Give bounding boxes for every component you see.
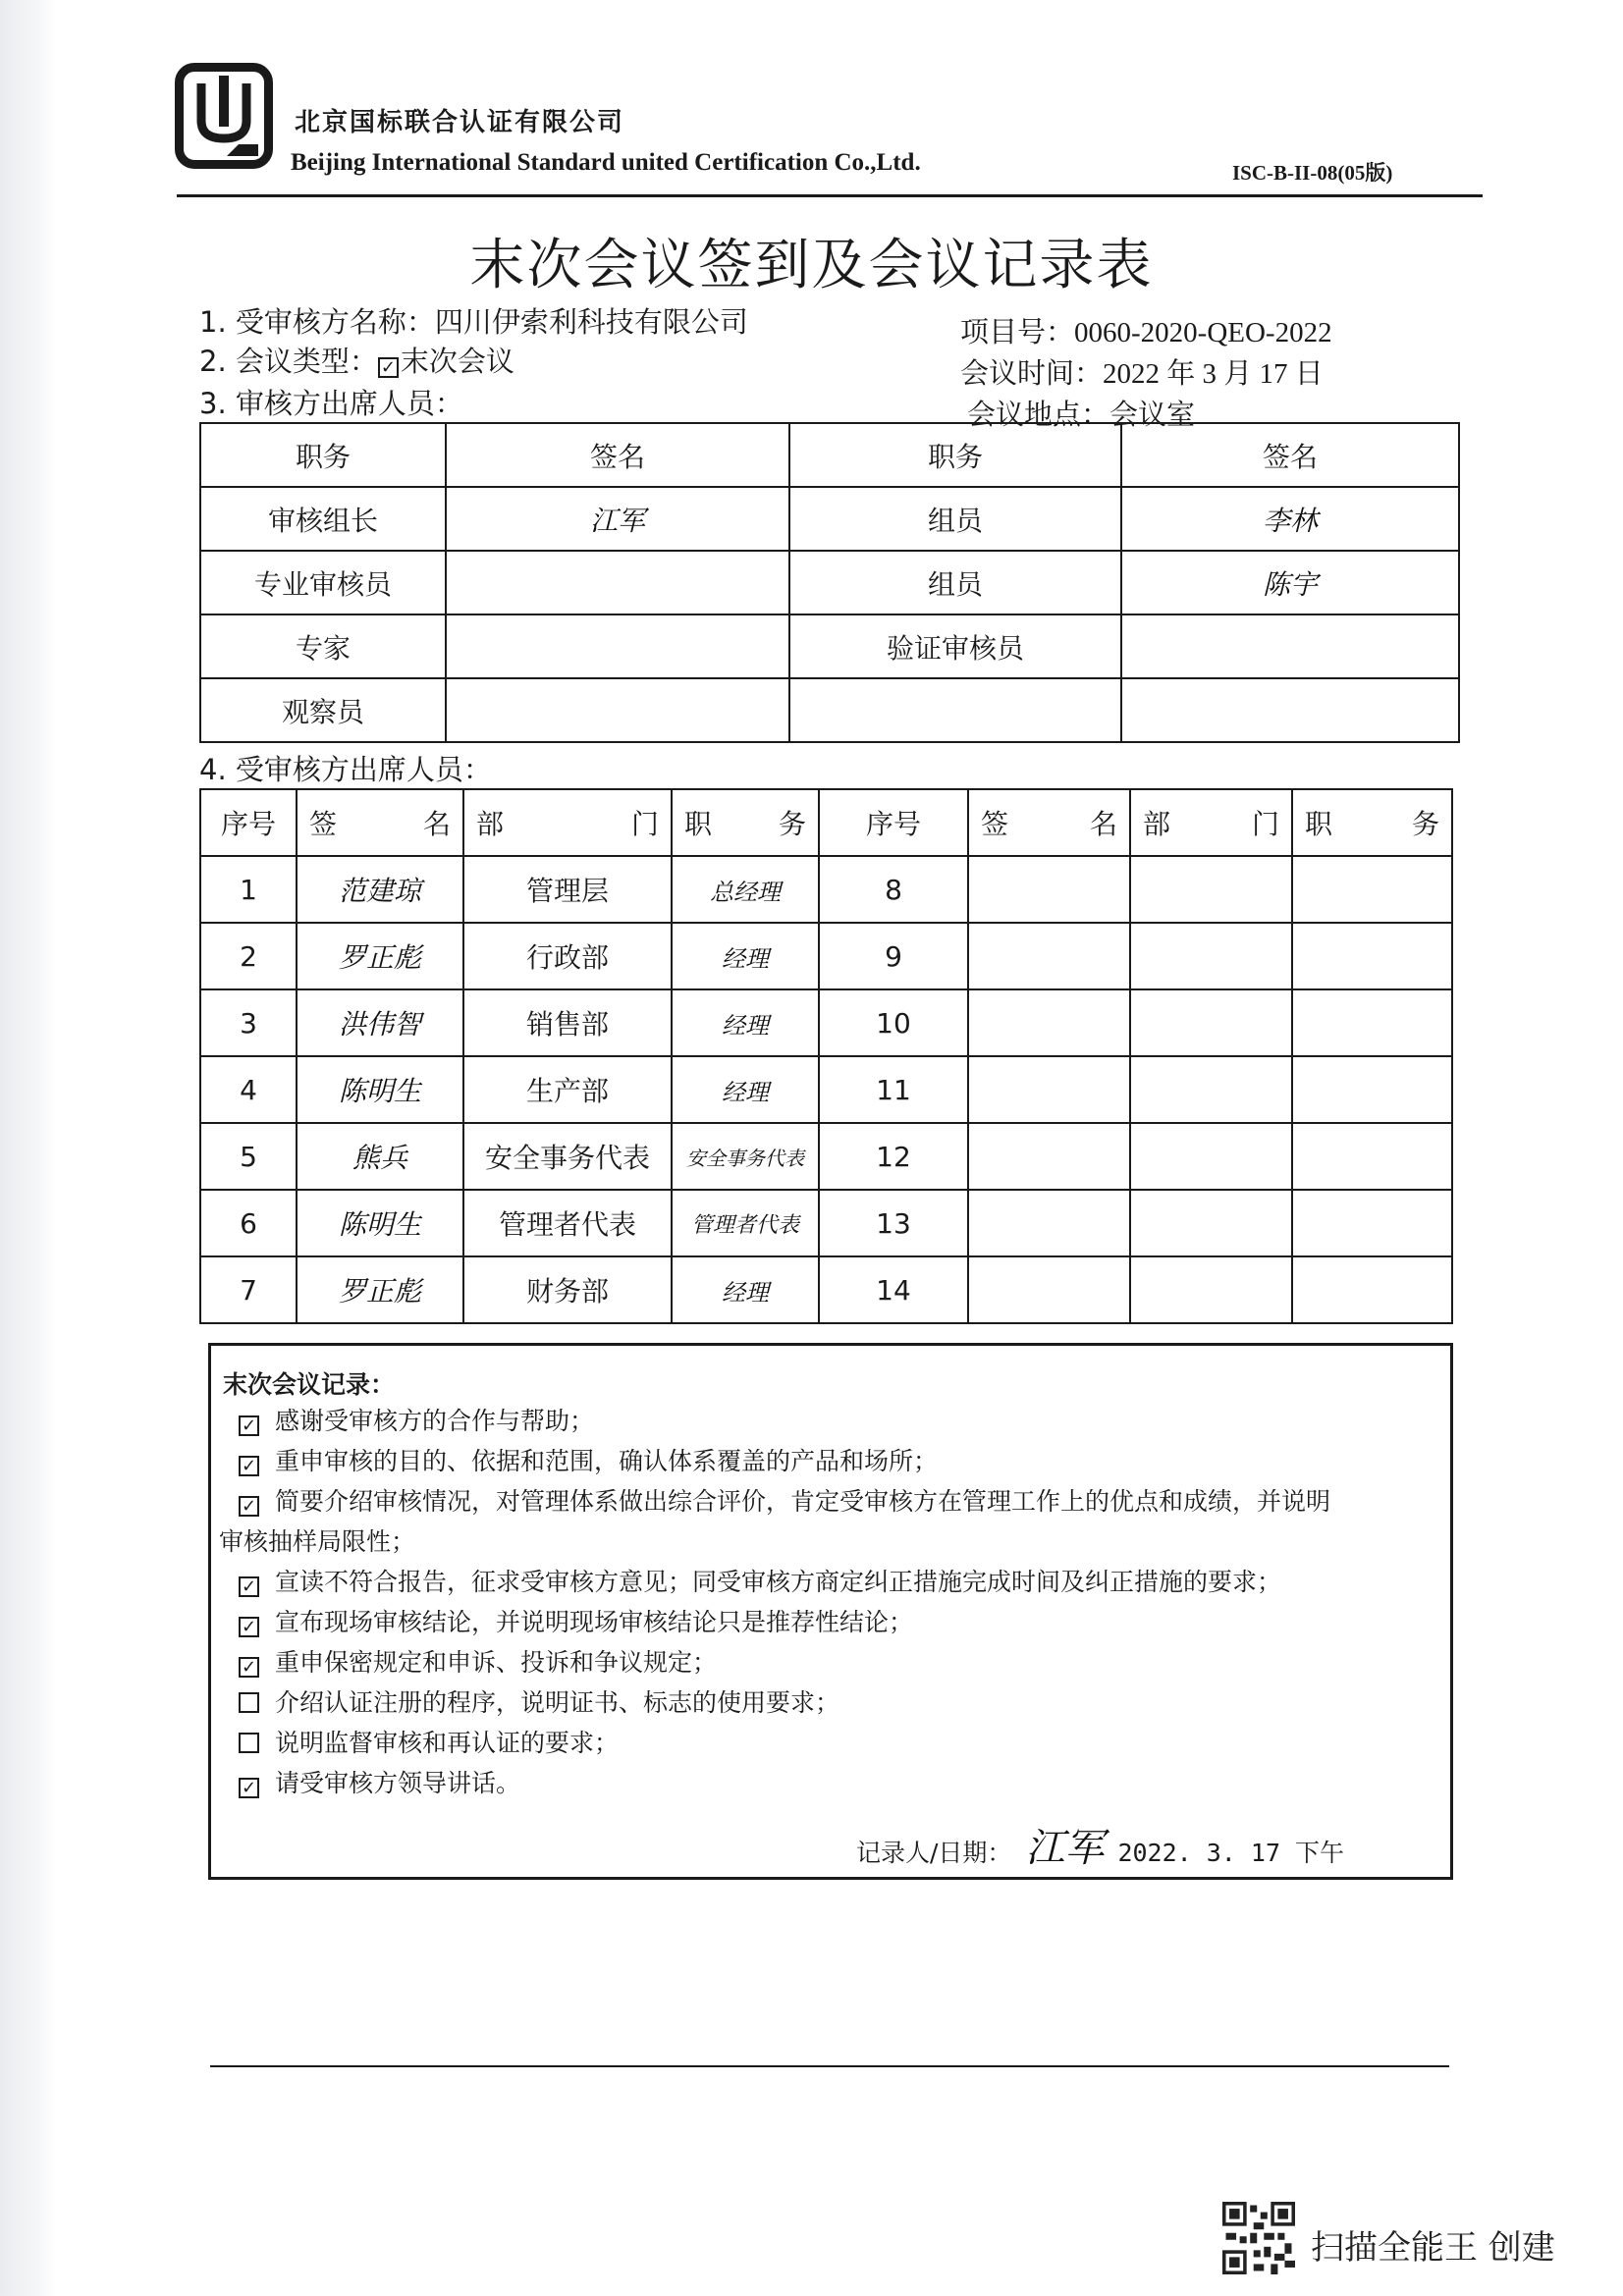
meeting-type-line (199, 340, 514, 380)
record-item (239, 1642, 1440, 1682)
signature-right[interactable] (1121, 614, 1459, 678)
attendee-signature[interactable]: 洪伟智 (297, 989, 463, 1056)
row-no: 2 (200, 923, 297, 989)
auditee-name-line (199, 300, 748, 341)
attendee-dept: 管理者代表 (463, 1190, 672, 1256)
attendee-post: 经理 (672, 1056, 819, 1123)
record-checkbox[interactable]: ✓ (239, 1576, 259, 1597)
attendee-post-2 (1292, 1190, 1452, 1256)
recorder-line (856, 1817, 1344, 1873)
record-item-text: 说明监督审核和再认证的要求； (275, 1729, 620, 1757)
header-sign-2: 签 名 (968, 789, 1130, 856)
recorder-date: 2022. 3. 17 下午 (1117, 1839, 1345, 1867)
meeting-time-line (960, 351, 1324, 392)
form-title: 末次会议签到及会议记录表 (469, 234, 1154, 297)
attendee-signature-2[interactable] (968, 1256, 1130, 1323)
attendee-dept: 财务部 (463, 1256, 672, 1323)
attendee-row (200, 1056, 1452, 1123)
record-item (239, 1481, 1440, 1522)
attendee-row (200, 1190, 1452, 1256)
attendee-signature-2[interactable] (968, 1056, 1130, 1123)
meeting-place-value: 会议室 (1109, 398, 1196, 431)
record-checkbox[interactable]: ✓ (239, 1415, 259, 1436)
recorder-label: 记录人/日期： (856, 1839, 1012, 1867)
attendee-dept: 行政部 (463, 923, 672, 989)
footer-divider (210, 2065, 1449, 2067)
header-post: 职 务 (672, 789, 819, 856)
header-post-2: 职 务 (1292, 789, 1452, 856)
row-no-2: 10 (819, 989, 968, 1056)
auditee-attendees-label: 4. 受审核方出席人员： (199, 753, 492, 786)
attendee-post-2 (1292, 856, 1452, 923)
record-item-text: 介绍认证注册的程序，说明证书、标志的使用要求； (275, 1688, 840, 1717)
meeting-type-value: 末次会议 (400, 345, 514, 378)
attendee-dept-2 (1130, 1056, 1292, 1123)
header-no: 序号 (200, 789, 297, 856)
row-no: 1 (200, 856, 297, 923)
attendee-row (200, 1256, 1452, 1323)
attendee-dept-2 (1130, 923, 1292, 989)
audit-team-row (200, 614, 1459, 678)
record-item-text: 宣读不符合报告，征求受审核方意见；同受审核方商定纠正措施完成时间及纠正措施的要求； (275, 1568, 1282, 1596)
record-item-text: 重申审核的目的、依据和范围，确认体系覆盖的产品和场所； (275, 1447, 939, 1475)
attendee-signature[interactable]: 罗正彪 (297, 1256, 463, 1323)
record-checkbox[interactable]: ✓ (239, 1657, 259, 1678)
auditee-name-value: 四川伊索利科技有限公司 (434, 305, 748, 339)
row-no: 5 (200, 1123, 297, 1190)
attendee-post-2 (1292, 989, 1452, 1056)
record-item-text: 感谢受审核方的合作与帮助； (275, 1407, 595, 1435)
role-right: 组员 (789, 487, 1121, 551)
auditor-attendees-label: 3. 审核方出席人员： (199, 387, 463, 420)
attendee-dept-2 (1130, 1123, 1292, 1190)
record-item (239, 1682, 1440, 1723)
row-no: 7 (200, 1256, 297, 1323)
company-name-en: Beijing International Standard united Certification Co.,Ltd. (291, 149, 921, 176)
signature-right[interactable]: 李林 (1121, 487, 1459, 551)
header-sign-left: 签名 (446, 423, 789, 487)
attendee-post-2 (1292, 1256, 1452, 1323)
attendee-signature[interactable]: 范建琼 (297, 856, 463, 923)
record-item (239, 1401, 1440, 1441)
role-right (789, 678, 1121, 742)
meeting-type-label: 2. 会议类型： (199, 345, 378, 378)
auditee-attendees-table (199, 788, 1453, 1324)
attendee-dept: 安全事务代表 (463, 1123, 672, 1190)
signature-left[interactable] (446, 614, 789, 678)
attendee-post: 经理 (672, 989, 819, 1056)
attendee-row (200, 989, 1452, 1056)
record-checkbox[interactable]: ✓ (239, 1496, 259, 1517)
qr-code-icon (1222, 2202, 1295, 2274)
attendee-post: 经理 (672, 1256, 819, 1323)
meeting-record-box (208, 1343, 1453, 1880)
record-item-text: 简要介绍审核情况，对管理体系做出综合评价，肯定受审核方在管理工作上的优点和成绩，并说明 (275, 1487, 1331, 1516)
attendee-dept-2 (1130, 1190, 1292, 1256)
row-no-2: 13 (819, 1190, 968, 1256)
role-left: 专家 (200, 614, 446, 678)
signature-right[interactable] (1121, 678, 1459, 742)
row-no-2: 12 (819, 1123, 968, 1190)
meeting-record-title: 末次会议记录： (223, 1370, 396, 1399)
attendee-dept: 销售部 (463, 989, 672, 1056)
project-no-value: 0060-2020-QEO-2022 (1074, 317, 1332, 348)
record-checkbox[interactable] (239, 1733, 259, 1753)
role-left: 专业审核员 (200, 551, 446, 614)
header-divider (177, 194, 1483, 197)
role-left: 审核组长 (200, 487, 446, 551)
attendee-row (200, 923, 1452, 989)
attendee-signature[interactable]: 陈明生 (297, 1190, 463, 1256)
attendee-post-2 (1292, 1123, 1452, 1190)
attendee-dept: 管理层 (463, 856, 672, 923)
record-item (239, 1562, 1440, 1602)
project-no-label: 项目号： (960, 315, 1075, 348)
company-name-cn: 北京国标联合认证有限公司 (295, 108, 625, 137)
audit-team-row (200, 487, 1459, 551)
role-left: 观察员 (200, 678, 446, 742)
meeting-time-value: 2022 年 3 月 17 日 (1103, 358, 1324, 390)
header-role-right: 职务 (789, 423, 1121, 487)
attendee-post-2 (1292, 1056, 1452, 1123)
attendee-dept-2 (1130, 1256, 1292, 1323)
audit-team-header-row (200, 423, 1459, 487)
audit-team-table (199, 422, 1460, 743)
row-no-2: 8 (819, 856, 968, 923)
record-item (239, 1723, 1440, 1763)
company-logo (175, 63, 273, 169)
attendee-signature[interactable]: 陈明生 (297, 1056, 463, 1123)
signature-left[interactable] (446, 678, 789, 742)
attendee-post: 经理 (672, 923, 819, 989)
attendee-signature-2[interactable] (968, 856, 1130, 923)
attendee-signature-2[interactable] (968, 989, 1130, 1056)
attendee-dept-2 (1130, 856, 1292, 923)
record-item-text: 重申保密规定和申诉、投诉和争议规定； (275, 1648, 718, 1677)
attendee-dept-2 (1130, 989, 1292, 1056)
attendee-post-2 (1292, 923, 1452, 989)
signature-left[interactable] (446, 551, 789, 614)
row-no: 4 (200, 1056, 297, 1123)
signature-left[interactable]: 江军 (446, 487, 789, 551)
role-right: 验证审核员 (789, 614, 1121, 678)
attendee-post: 安全事务代表 (672, 1123, 819, 1190)
row-no: 3 (200, 989, 297, 1056)
project-no-line (960, 310, 1332, 350)
record-item-continuation: 审核抽样局限性； (219, 1527, 416, 1556)
audit-team-row (200, 551, 1459, 614)
record-item (239, 1602, 1440, 1642)
attendee-signature[interactable]: 罗正彪 (297, 923, 463, 989)
meeting-type-checkbox[interactable]: ✓ (378, 357, 399, 378)
attendee-dept: 生产部 (463, 1056, 672, 1123)
meeting-record-list (219, 1401, 1440, 1803)
record-item-text: 宣布现场审核结论，并说明现场审核结论只是推荐性结论； (275, 1608, 914, 1636)
audit-team-row (200, 678, 1459, 742)
record-item-text: 请受审核方领导讲话。 (275, 1769, 521, 1797)
auditee-header-row (200, 789, 1452, 856)
header-dept: 部 门 (463, 789, 672, 856)
record-item (239, 1441, 1440, 1481)
row-no-2: 14 (819, 1256, 968, 1323)
auditee-name-label: 1. 受审核方名称： (199, 305, 435, 339)
scanner-watermark: 扫描全能王 创建 (1311, 2228, 1555, 2268)
meeting-time-label: 会议时间： (960, 356, 1104, 390)
header-sign-right: 签名 (1121, 423, 1459, 487)
scan-edge (0, 0, 57, 2296)
header-role-left: 职务 (200, 423, 446, 487)
attendee-signature-2[interactable] (968, 1190, 1130, 1256)
record-checkbox[interactable]: ✓ (239, 1778, 259, 1798)
row-no-2: 9 (819, 923, 968, 989)
header-dept-2: 部 门 (1130, 789, 1292, 856)
record-checkbox[interactable]: ✓ (239, 1617, 259, 1637)
attendee-row (200, 856, 1452, 923)
role-right: 组员 (789, 551, 1121, 614)
record-checkbox[interactable] (239, 1692, 259, 1713)
row-no-2: 11 (819, 1056, 968, 1123)
attendee-post: 管理者代表 (672, 1190, 819, 1256)
attendee-row (200, 1123, 1452, 1190)
meeting-place-label: 会议地点： (967, 398, 1110, 431)
attendee-signature-2[interactable] (968, 923, 1130, 989)
attendee-signature[interactable]: 熊兵 (297, 1123, 463, 1190)
attendee-signature-2[interactable] (968, 1123, 1130, 1190)
record-checkbox[interactable]: ✓ (239, 1456, 259, 1476)
header-sign: 签 名 (297, 789, 463, 856)
attendee-post: 总经理 (672, 856, 819, 923)
signature-right[interactable]: 陈宇 (1121, 551, 1459, 614)
row-no: 6 (200, 1190, 297, 1256)
document-code: ISC-B-II-08(05版) (1232, 161, 1393, 185)
record-item (239, 1763, 1440, 1803)
recorder-signature[interactable]: 江军 (1025, 1826, 1105, 1871)
header-no-2: 序号 (819, 789, 968, 856)
